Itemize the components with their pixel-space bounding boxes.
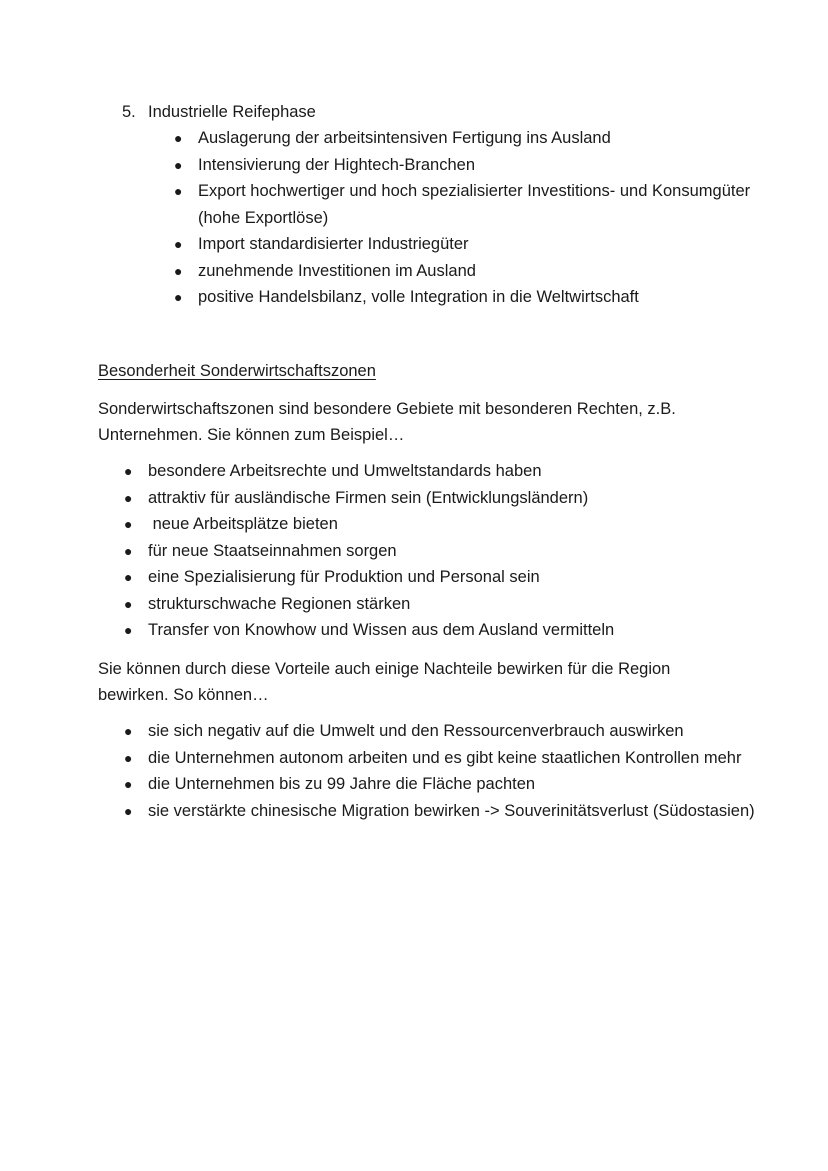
list-item <box>120 771 760 798</box>
list-item-text: Intensivierung der Hightech-Branchen <box>198 155 475 174</box>
bullet-icon: ● <box>174 262 183 279</box>
bullet-icon: ● <box>124 489 133 506</box>
bullet-icon: ● <box>124 542 133 559</box>
list-item <box>120 718 760 745</box>
bullet-icon: ● <box>124 595 133 612</box>
bullet-icon: ● <box>174 156 183 173</box>
list-item-text: Transfer von Knowhow und Wissen aus dem Ausland vermitteln <box>148 621 615 639</box>
numbered-section-5 <box>122 99 762 311</box>
numbered-item-header <box>122 99 762 125</box>
list-item <box>120 745 760 772</box>
list-item <box>120 798 760 825</box>
list-item-text: Auslagerung der arbeitsintensiven Fertigung ins Ausland <box>198 129 611 147</box>
list-item <box>120 511 760 538</box>
list-item <box>170 125 762 152</box>
section-title: Industrielle Reifephase <box>148 103 316 121</box>
list-item-text: besondere Arbeitsrechte und Umweltstandards haben <box>148 462 542 480</box>
list-item-text: die Unternehmen bis zu 99 Jahre die Fläche pachten <box>148 775 536 793</box>
list-item <box>170 178 762 231</box>
list-item <box>120 617 760 644</box>
bullet-icon: ● <box>124 516 133 532</box>
list-item <box>120 591 760 618</box>
bullet-icon: ● <box>174 289 183 305</box>
disadvantages-list <box>120 718 760 824</box>
list-item <box>170 231 762 258</box>
list-item-text: sie verstärkte chinesische Migration bewirken -> Souverinitätsverlust (Südostasien) <box>148 801 755 820</box>
list-item-text: neue Arbeitsplätze bieten <box>148 515 338 533</box>
bullet-icon: ● <box>174 183 183 199</box>
bullet-icon: ● <box>124 723 133 739</box>
bullet-icon: ● <box>124 622 133 638</box>
advantages-list <box>120 458 760 644</box>
list-item-text: zunehmende Investitionen im Ausland <box>198 261 476 280</box>
bullet-icon: ● <box>174 236 183 252</box>
phase-bullet-list <box>170 125 762 311</box>
bullet-icon: ● <box>124 749 133 766</box>
bullet-icon: ● <box>124 802 133 819</box>
list-item <box>120 485 760 512</box>
list-item-text: Import standardisierter Industriegüter <box>198 235 469 253</box>
list-item-text: Export hochwertiger und hoch spezialisierter Investitions- und Konsumgüter (hohe Exportlöse) <box>198 182 751 227</box>
item-number: 5. <box>122 103 136 121</box>
list-item <box>120 538 760 565</box>
list-item-text: positive Handelsbilanz, volle Integration in die Weltwirtschaft <box>198 288 639 306</box>
list-item-text: attraktiv für ausländische Firmen sein (Entwicklungsländern) <box>148 488 589 507</box>
bullet-icon: ● <box>124 569 133 585</box>
list-item <box>120 458 760 485</box>
bullet-icon: ● <box>124 776 133 792</box>
list-item <box>120 564 760 591</box>
list-item <box>170 152 762 179</box>
transition-paragraph: Sie können durch diese Vorteile auch einige Nachteile bewirken für die Region bewirken. So können… <box>98 660 671 704</box>
list-item-text: sie sich negativ auf die Umwelt und den Ressourcenverbrauch auswirken <box>148 722 684 740</box>
list-item <box>170 284 762 311</box>
list-item-text: die Unternehmen autonom arbeiten und es gibt keine staatlichen Kontrollen mehr <box>148 748 742 767</box>
list-item <box>170 258 762 285</box>
bullet-icon: ● <box>174 130 183 146</box>
list-item-text: strukturschwache Regionen stärken <box>148 594 411 613</box>
bullet-icon: ● <box>124 463 133 479</box>
section-heading: Besonderheit Sonderwirtschaftszonen <box>98 362 376 380</box>
intro-paragraph: Sonderwirtschaftszonen sind besondere Gebiete mit besonderen Rechten, z.B. Unternehmen. Sie können zum Beispiel… <box>98 400 676 444</box>
list-item-text: eine Spezialisierung für Produktion und Personal sein <box>148 568 540 586</box>
list-item-text: für neue Staatseinnahmen sorgen <box>148 541 397 560</box>
